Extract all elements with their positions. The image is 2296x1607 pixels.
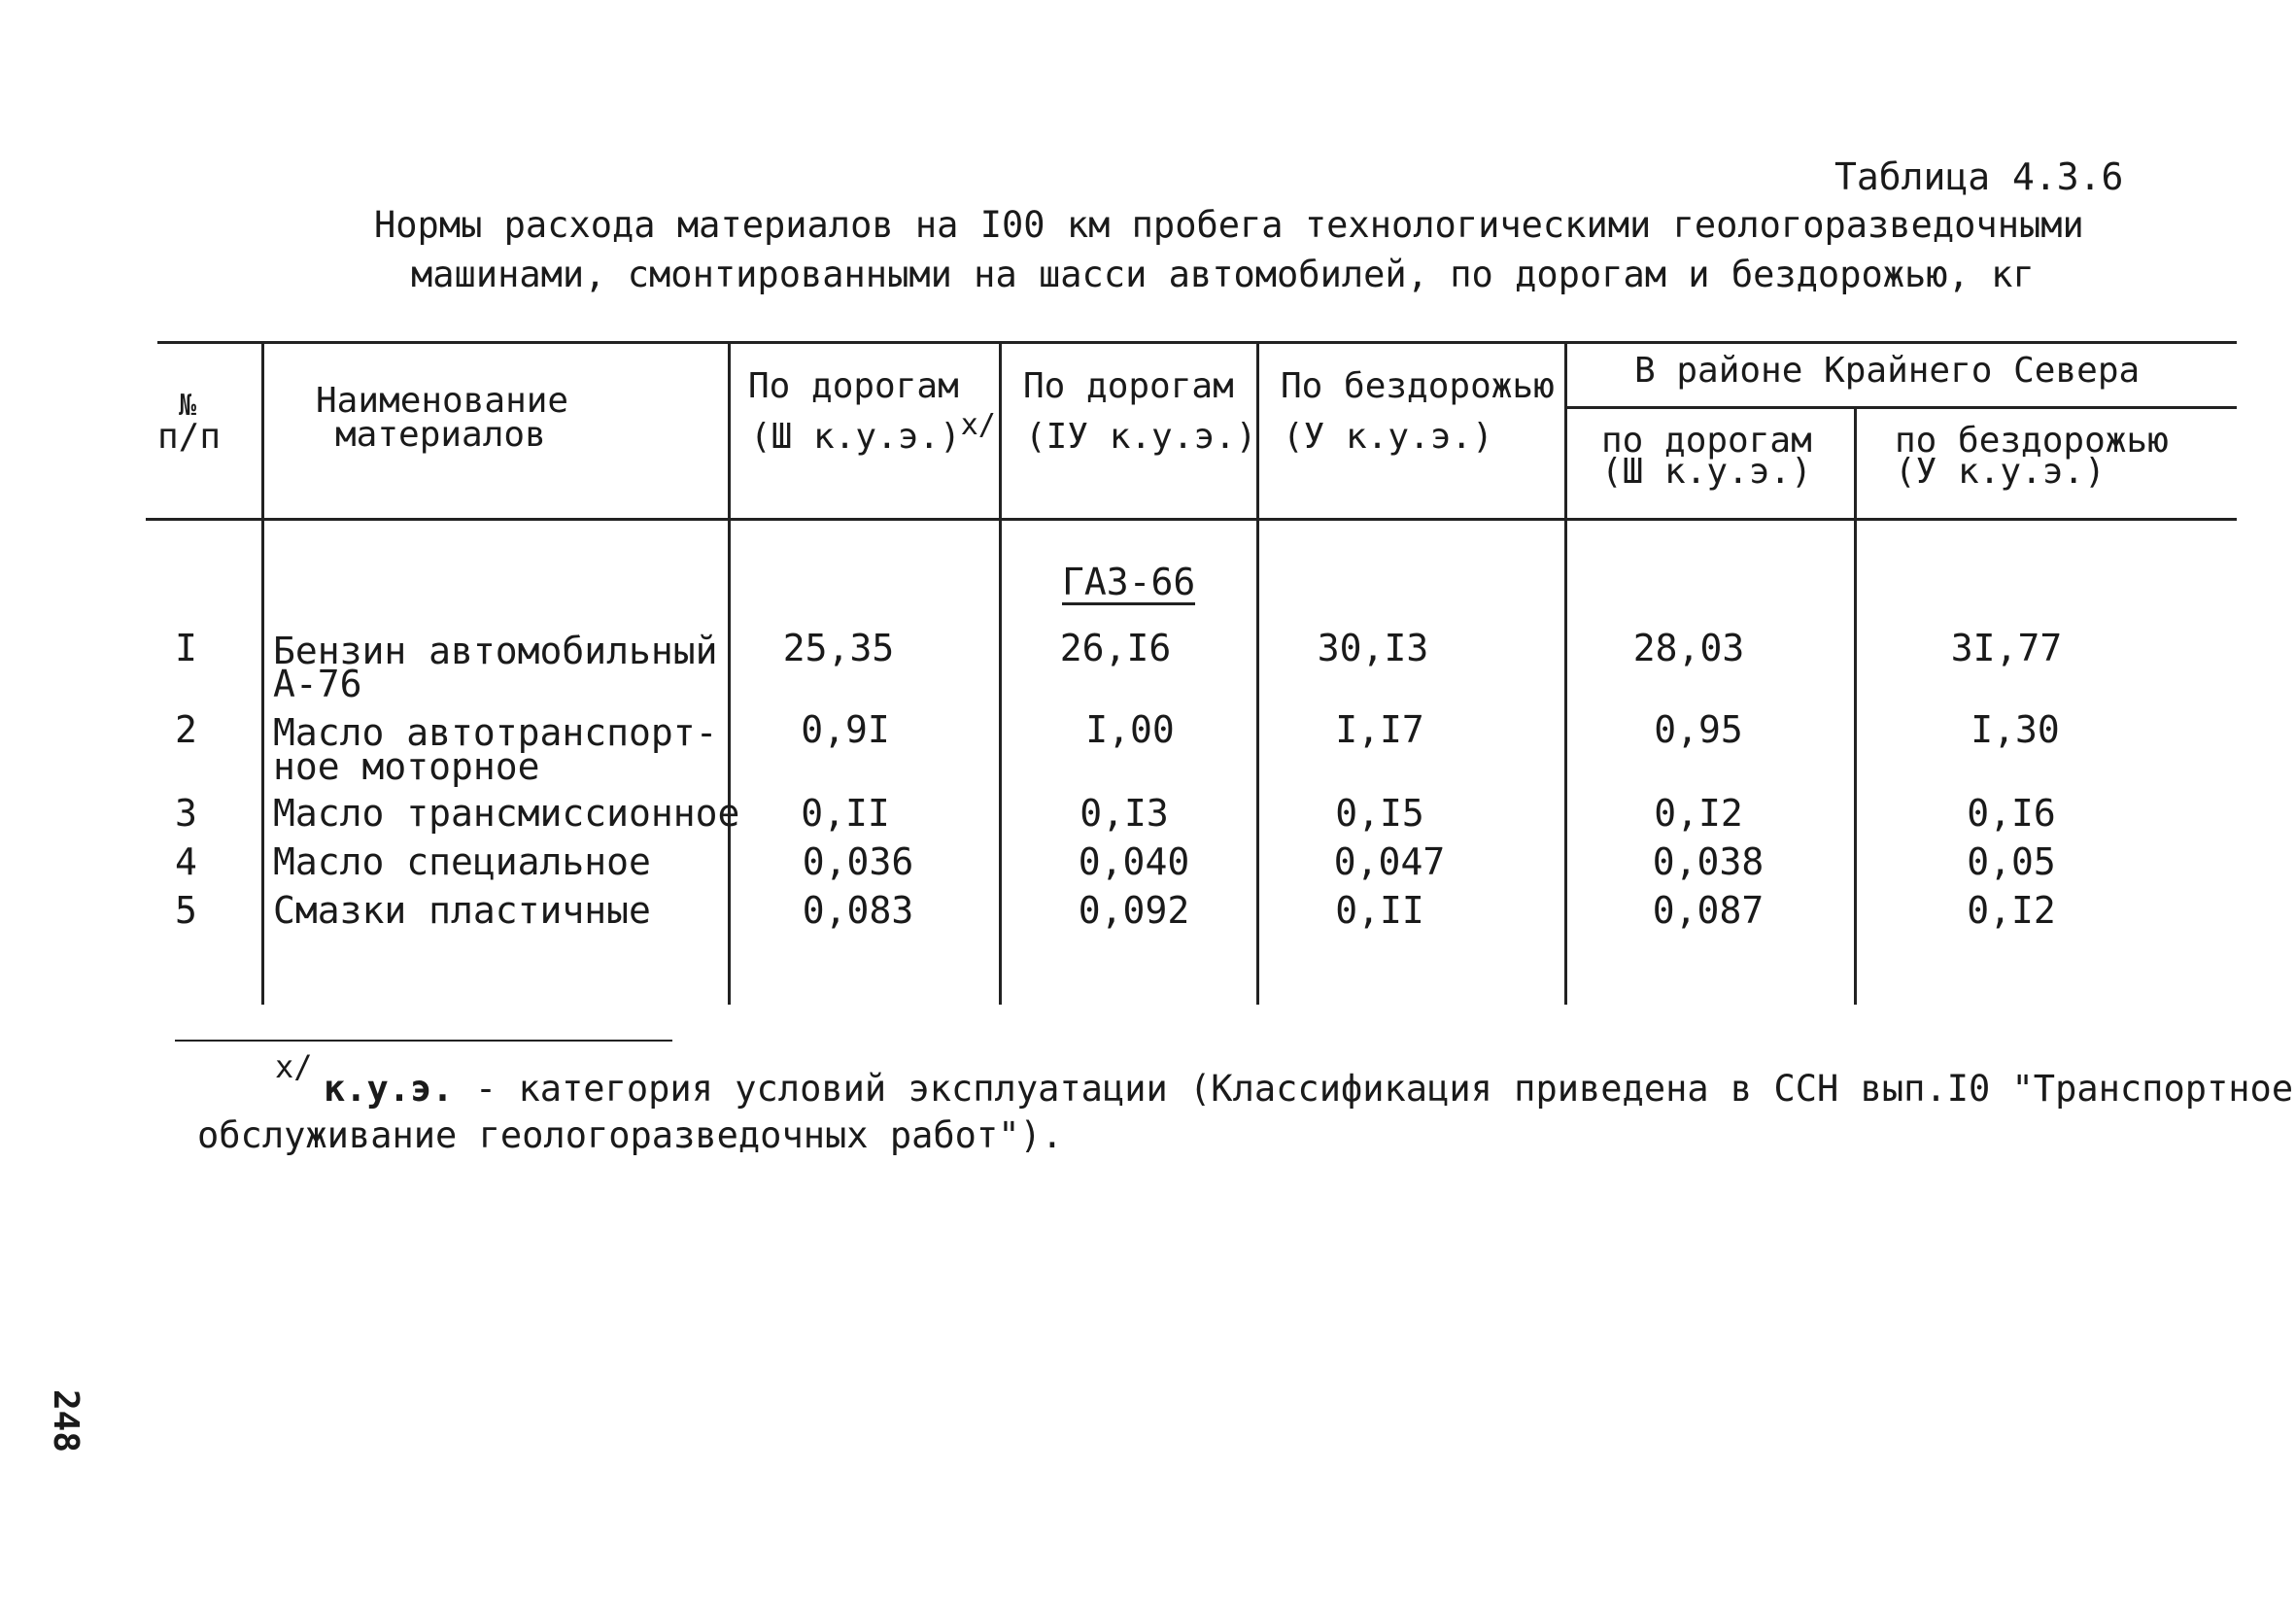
row-value-col2: 0,I3 <box>1079 792 1169 835</box>
row-value-col5: 3I,77 <box>1950 627 2063 669</box>
header-col1-line2: (Ш к.у.э.)$^{x/}$ <box>750 408 996 457</box>
row-value-col2: I,00 <box>1085 708 1175 751</box>
footnote-rule <box>175 1040 672 1042</box>
col-divider-1 <box>261 341 264 1005</box>
col-divider-5 <box>1564 341 1567 1005</box>
header-col5-line2: (У к.у.э.) <box>1895 452 2106 492</box>
row-value-col5: 0,05 <box>1967 840 2056 883</box>
table-title-line1: Нормы расхода материалов на I00 км пробега технологическими геологоразведочными <box>374 204 2084 246</box>
row-name-line1: Бензин автомобильный <box>273 630 718 672</box>
row-name-line2: А-76 <box>273 663 362 705</box>
row-number: 3 <box>175 792 197 835</box>
row-value-col1: 0,083 <box>802 889 914 932</box>
row-value-col3: 30,I3 <box>1317 627 1429 669</box>
header-col4-line1: по дорогам <box>1601 421 1812 461</box>
header-bottom-rule <box>146 518 2237 521</box>
row-value-col4: 0,I2 <box>1654 792 1743 835</box>
row-value-col3: 0,I5 <box>1335 792 1424 835</box>
row-name-line1: Масло специальное <box>273 840 651 883</box>
page-number: 248 <box>46 1389 86 1453</box>
row-value-col3: 0,047 <box>1333 840 1446 883</box>
row-value-col5: 0,I2 <box>1967 889 2056 932</box>
row-value-col4: 0,087 <box>1652 889 1765 932</box>
header-col2-line2: (IУ к.у.э.) <box>1025 417 1257 457</box>
footnote-line2: обслуживание геологоразведочных работ"). <box>197 1114 1064 1156</box>
col-divider-2 <box>728 341 731 1005</box>
row-name-line2: ное моторное <box>273 745 540 788</box>
row-number: I <box>175 627 197 669</box>
row-value-col1: 25,35 <box>782 627 895 669</box>
row-name-line1: Смазки пластичные <box>273 889 651 932</box>
header-col3-line1: По бездорожью <box>1281 366 1555 406</box>
table-top-rule <box>157 341 2237 344</box>
header-col3-line2: (У к.у.э.) <box>1283 417 1493 457</box>
row-value-col1: 0,036 <box>802 840 914 883</box>
header-col2-line1: По дорогам <box>1023 366 1234 406</box>
footnote-text-line1: - категория условий эксплуатации (Классификация приведена в ССН вып.I0 "Транспортное <box>453 1068 2294 1110</box>
col-divider-4 <box>1256 341 1259 1005</box>
row-value-col2: 0,040 <box>1078 840 1190 883</box>
header-num-label: п/п <box>157 417 222 457</box>
row-value-col4: 28,03 <box>1632 627 1745 669</box>
header-col5-line1: по бездорожью <box>1895 421 2169 461</box>
row-value-col3: I,I7 <box>1335 708 1424 751</box>
footnote-line1 <box>324 1068 2294 1110</box>
footnote-ref-marker: x/ <box>960 408 996 442</box>
row-value-col1: 0,II <box>801 792 890 835</box>
header-name-line2: материалов <box>335 415 546 455</box>
row-number: 4 <box>175 840 197 883</box>
row-name-line1: Масло трансмиссионное <box>273 792 740 835</box>
row-name-line1: Масло автотранспорт- <box>273 711 718 754</box>
col-divider-3 <box>999 341 1002 1005</box>
row-value-col1: 0,9I <box>801 708 890 751</box>
north-group-rule <box>1566 406 2237 409</box>
row-value-col3: 0,II <box>1335 889 1424 932</box>
row-value-col5: 0,I6 <box>1967 792 2056 835</box>
row-number: 2 <box>175 708 197 751</box>
table-title-line2: машинами, смонтированными на шасси автомобилей, по дорогам и бездорожью, кг <box>411 254 2035 295</box>
table-label: Таблица 4.3.6 <box>1834 155 2124 198</box>
row-number: 5 <box>175 889 197 932</box>
col-divider-6 <box>1854 406 1857 1005</box>
footnote-marker: x/ <box>275 1048 313 1085</box>
row-value-col4: 0,95 <box>1654 708 1743 751</box>
header-north-group: В районе Крайнего Севера <box>1634 351 2141 391</box>
header-col4-line2: (Ш к.у.э.) <box>1601 452 1812 492</box>
row-value-col2: 26,I6 <box>1059 627 1172 669</box>
header-name-line1: Наименование <box>316 381 569 421</box>
vehicle-section-label: ГАЗ-66 <box>1062 561 1196 603</box>
row-value-col5: I,30 <box>1970 708 2060 751</box>
row-value-col2: 0,092 <box>1078 889 1190 932</box>
header-col1-line1: По дорогам <box>748 366 959 406</box>
header-num-symbol: № <box>179 389 197 423</box>
row-value-col4: 0,038 <box>1652 840 1765 883</box>
footnote-abbr: к.у.э. <box>324 1068 454 1110</box>
